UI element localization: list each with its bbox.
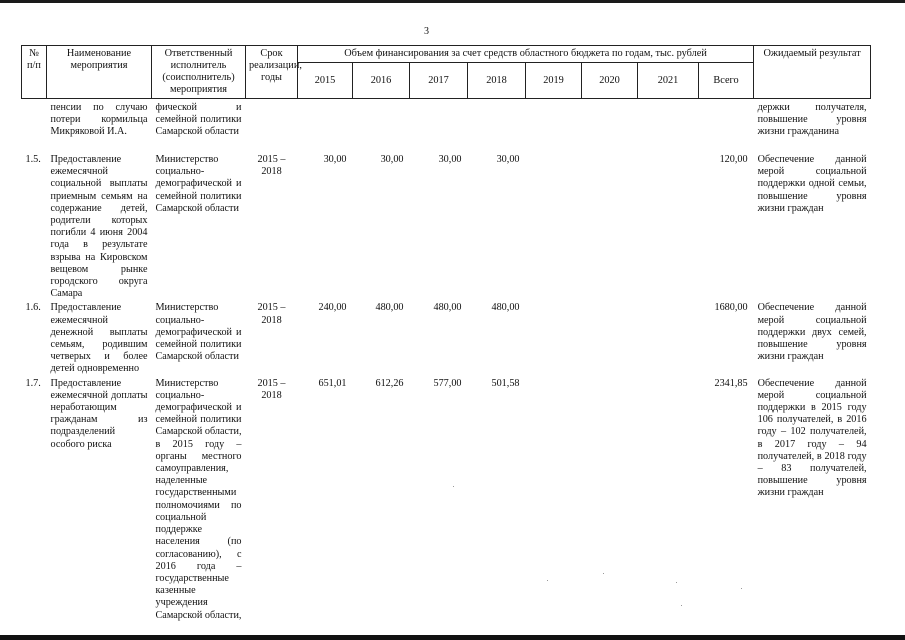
table-row	[22, 152, 871, 300]
row-value	[526, 99, 582, 153]
table-row	[22, 300, 871, 375]
scan-speck	[453, 486, 454, 487]
col-year-header: 2015	[298, 63, 353, 99]
scan-speck	[681, 605, 682, 606]
program-table	[21, 45, 871, 622]
row-value	[582, 152, 638, 300]
row-total: 1680,00	[714, 302, 748, 314]
row-executor: Министерство социально-демографической и семейной политики Самарской области	[155, 154, 242, 214]
row-name: Предоставление ежемесячной доплаты неработающим гражданам из подразделений особого риска	[50, 377, 148, 450]
row-value: 480,00	[433, 302, 462, 314]
row-value: 480,00	[491, 302, 520, 314]
row-executor: фической и семейной политики Самарской области	[155, 102, 242, 138]
row-value	[638, 376, 699, 622]
col-year-header: 2018	[468, 63, 526, 99]
row-result: держки получателя, повышение уровня жизни гражданина	[757, 102, 867, 138]
scan-speck	[603, 573, 604, 574]
col-term-header: Срок реализации, годы	[246, 46, 298, 99]
row-term	[246, 99, 298, 153]
row-value: 577,00	[433, 377, 462, 389]
row-term: 2015 – 2018	[257, 154, 286, 178]
col-year-header: 2016	[353, 63, 410, 99]
col-total-header: Всего	[699, 63, 754, 99]
scan-speck	[676, 582, 677, 583]
row-value	[582, 99, 638, 153]
row-value	[582, 300, 638, 375]
row-name: Предоставление ежемесячной социальной выплаты приемным семьям на содержание детей, родители которых погибли 4 июня 2004 года в результате взрыва на Кировском вещевом рынке городского округа Самара	[50, 154, 148, 300]
col-year-header: 2019	[526, 63, 582, 99]
row-value: 30,00	[438, 154, 462, 165]
row-value	[298, 99, 353, 153]
row-value: 612,26	[375, 377, 404, 389]
row-value	[638, 99, 699, 153]
scan-border-bottom	[0, 635, 905, 640]
scan-border-top	[0, 0, 905, 3]
row-value: 501,58	[491, 377, 520, 389]
row-executor: Министерство социально-демографической и семейной политики Самарской области	[155, 302, 242, 363]
scan-speck	[741, 588, 742, 589]
row-value: 30,00	[380, 154, 404, 165]
col-year-header: 2020	[582, 63, 638, 99]
row-value	[638, 152, 699, 300]
col-name-header: Наименование мероприятия	[47, 46, 152, 99]
row-value	[353, 99, 410, 153]
row-result: Обеспечение данной мерой социальной поддержки в 2015 году 106 получателей, в 2016 году – 102 получателей, в 2017 году – 94 получателей, в 2018 году – 83 получателей, повышение уровня жизни граждан	[757, 377, 867, 499]
row-value	[468, 99, 526, 153]
col-result-header: Ожидаемый результат	[754, 46, 871, 99]
row-term: 2015 – 2018	[257, 377, 286, 401]
row-total	[699, 99, 754, 153]
row-num: 1.5.	[25, 154, 41, 165]
table-header	[22, 46, 871, 99]
row-value	[526, 300, 582, 375]
col-year-header: 2021	[638, 63, 699, 99]
row-result: Обеспечение данной мерой социальной поддержки двух семей, повышение уровня жизни граждан	[757, 302, 867, 363]
row-total: 120,00	[719, 154, 748, 165]
row-value: 240,00	[318, 302, 347, 314]
row-total: 2341,85	[714, 377, 748, 389]
row-value: 30,00	[496, 154, 520, 165]
row-name: Предоставление ежемесячной денежной выплаты семьям, родившим четверых и более детей одновременно	[50, 302, 148, 375]
table-row	[22, 99, 871, 153]
row-value	[526, 152, 582, 300]
row-value	[582, 376, 638, 622]
col-executor-header: Ответственный исполнитель (соисполнитель) мероприятия	[152, 46, 246, 99]
col-financing-header: Объем финансирования за счет средств областного бюджета по годам, тыс. рублей	[298, 46, 754, 63]
row-executor: Министерство социально-демографической и семейной политики Самарской области, в 2015 году – органы местного самоуправления, наделенные государственными полномочиями по социальной поддержке населения (по согласованию), с 2016 года – государственные казенные учреждения Самарской области,	[155, 377, 242, 621]
row-value	[638, 300, 699, 375]
row-num: 1.6.	[25, 302, 41, 314]
scan-speck	[547, 580, 548, 581]
table-row	[22, 376, 871, 622]
col-year-header: 2017	[410, 63, 468, 99]
row-term: 2015 – 2018	[257, 302, 286, 326]
row-name: пенсии по случаю потери кормильца Микряковой И.А.	[50, 102, 148, 138]
row-num	[22, 99, 47, 153]
row-value: 30,00	[323, 154, 347, 165]
row-value	[526, 376, 582, 622]
page-number: 3	[424, 26, 429, 37]
col-num-header: № п/п	[22, 46, 47, 99]
row-value	[410, 99, 468, 153]
row-num: 1.7.	[25, 377, 41, 389]
row-result: Обеспечение данной мерой социальной поддержки одной семьи, повышение уровня жизни граждан	[757, 154, 867, 214]
row-value: 651,01	[318, 377, 347, 389]
row-value: 480,00	[375, 302, 404, 314]
